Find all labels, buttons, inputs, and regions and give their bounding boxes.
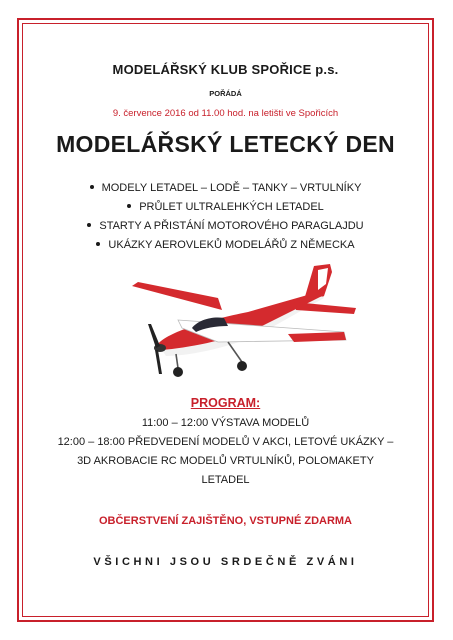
feature-item	[22, 179, 429, 198]
plane-gear-main	[228, 342, 242, 362]
feature-text: UKÁZKY AEROVLEKŮ MODELÁŘŮ Z NĚMECKA	[108, 239, 355, 251]
feature-text: MODELY LETADEL – LODĚ – TANKY – VRTULNÍKY	[101, 182, 362, 194]
organizes-label: POŘÁDÁ	[209, 89, 242, 98]
bullet-icon	[96, 242, 100, 246]
program-item: 12:00 – 18:00 PŘEDVEDENÍ MODELŮ V AKCI, LETOVÉ UKÁZKY – 3D AKROBACIE RC MODELŮ VRTULNÍKŮ, POLOMAKETY LETADEL	[57, 436, 394, 486]
program-item: 11:00 – 12:00 VÝSTAVA MODELŮ	[141, 417, 310, 429]
program-title: PROGRAM:	[190, 396, 261, 410]
bullet-icon	[87, 223, 91, 227]
plane-wheel-icon	[173, 367, 183, 377]
plane-gear-front	[176, 354, 178, 368]
plane-wheel-icon	[237, 361, 247, 371]
propeller-blade-icon	[155, 350, 162, 374]
rc-airplane-illustration	[118, 262, 358, 384]
feature-list	[22, 179, 429, 255]
feature-text: STARTY A PŘISTÁNÍ MOTOROVÉHO PARAGLAJDU	[99, 220, 364, 232]
club-name: MODELÁŘSKÝ KLUB SPOŘICE p.s.	[112, 62, 339, 77]
bullet-icon	[127, 204, 131, 208]
plane-rear-wing	[132, 282, 222, 310]
feature-item	[22, 236, 429, 255]
refreshment-note: OBČERSTVENÍ ZAJIŠTĚNO, VSTUPNÉ ZDARMA	[98, 515, 353, 527]
bullet-icon	[90, 185, 94, 189]
feature-item	[22, 198, 429, 217]
feature-text: PRŮLET ULTRALEHKÝCH LETADEL	[139, 201, 324, 213]
invitation-line: VŠICHNI JSOU SRDEČNĚ ZVÁNI	[93, 556, 358, 568]
event-headline: MODELÁŘSKÝ LETECKÝ DEN	[56, 131, 395, 157]
plane-stabilizer	[294, 302, 356, 314]
propeller-blade-icon	[148, 324, 160, 348]
program-list	[22, 414, 429, 490]
event-date: 9. července 2016 od 11.00 hod. na letišti ve Spořicích	[112, 108, 339, 119]
feature-item	[22, 217, 429, 236]
